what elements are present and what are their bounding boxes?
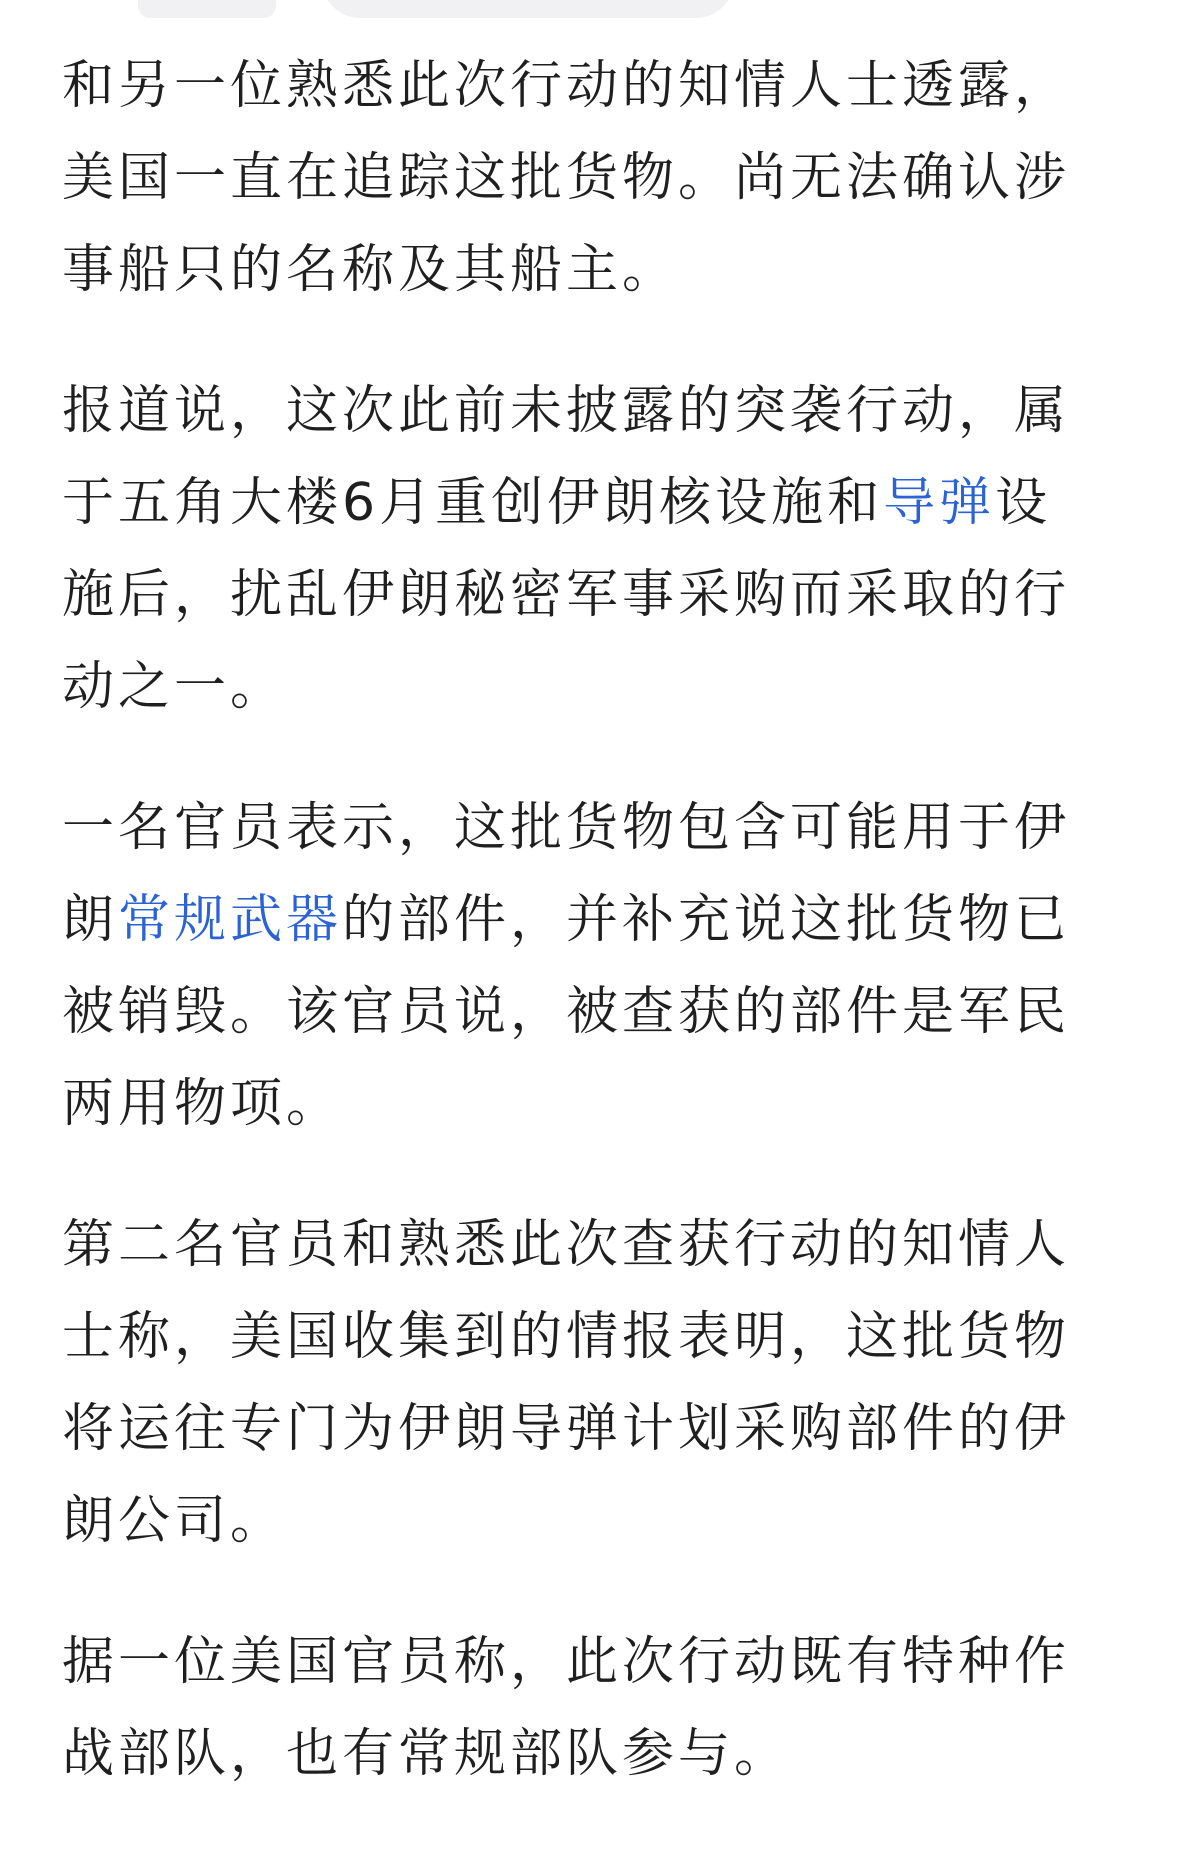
paragraph-1 [62,40,1122,316]
paragraph-line: 两用物项。 [62,1074,343,1134]
paragraph-line: 据一位美国官员称，此次行动既有特种作 [62,1632,1071,1692]
follow-button[interactable] [138,0,276,18]
link-missile[interactable]: 导弹 [883,473,996,533]
paragraph-line: 士称，美国收集到的情报表明，这批货物 [62,1307,1071,1367]
text-segment: 设 [995,473,1052,533]
text-segment: 的部件，并补充说这批货物已 [342,890,1071,950]
paragraph-line: 朗公司。 [62,1491,287,1551]
paragraph-line [62,457,1122,549]
text-segment: 于五角大楼6月重创伊朗核设施和 [62,473,884,533]
follow-button-label [165,0,249,1]
paragraph-4 [62,1199,1122,1567]
paragraph-2 [62,365,1122,733]
link-conventional-weapons[interactable]: 常规武器 [118,890,343,950]
article-body [62,40,1122,1849]
paragraph-line: 美国一直在追踪这批货物。尚无法确认涉 [62,148,1071,208]
text-segment: 朗 [62,890,119,950]
paragraph-line: 战部队，也有常规部队参与。 [62,1724,791,1784]
paragraph-line: 施后，扰乱伊朗秘密军事采购而采取的行 [62,565,1071,625]
paragraph-line [62,874,1122,966]
paragraph-line: 报道说，这次此前未披露的突袭行动，属 [62,381,1071,441]
paragraph-line: 将运往专门为伊朗导弹计划采购部件的伊 [62,1399,1071,1459]
paragraph-line: 事船只的名称及其船主。 [62,240,679,300]
paragraph-5 [62,1616,1122,1800]
paragraph-line: 第二名官员和熟悉此次查获行动的知情人 [62,1215,1071,1275]
action-pill[interactable] [322,0,734,18]
paragraph-3 [62,782,1122,1150]
paragraph-line: 一名官员表示，这批货物包含可能用于伊 [62,798,1071,858]
paragraph-line: 和另一位熟悉此次行动的知情人士透露， [62,56,1071,116]
paragraph-line: 被销毁。该官员说，被查获的部件是军民 [62,982,1071,1042]
paragraph-line: 动之一。 [62,657,287,717]
top-bar [0,0,1179,22]
